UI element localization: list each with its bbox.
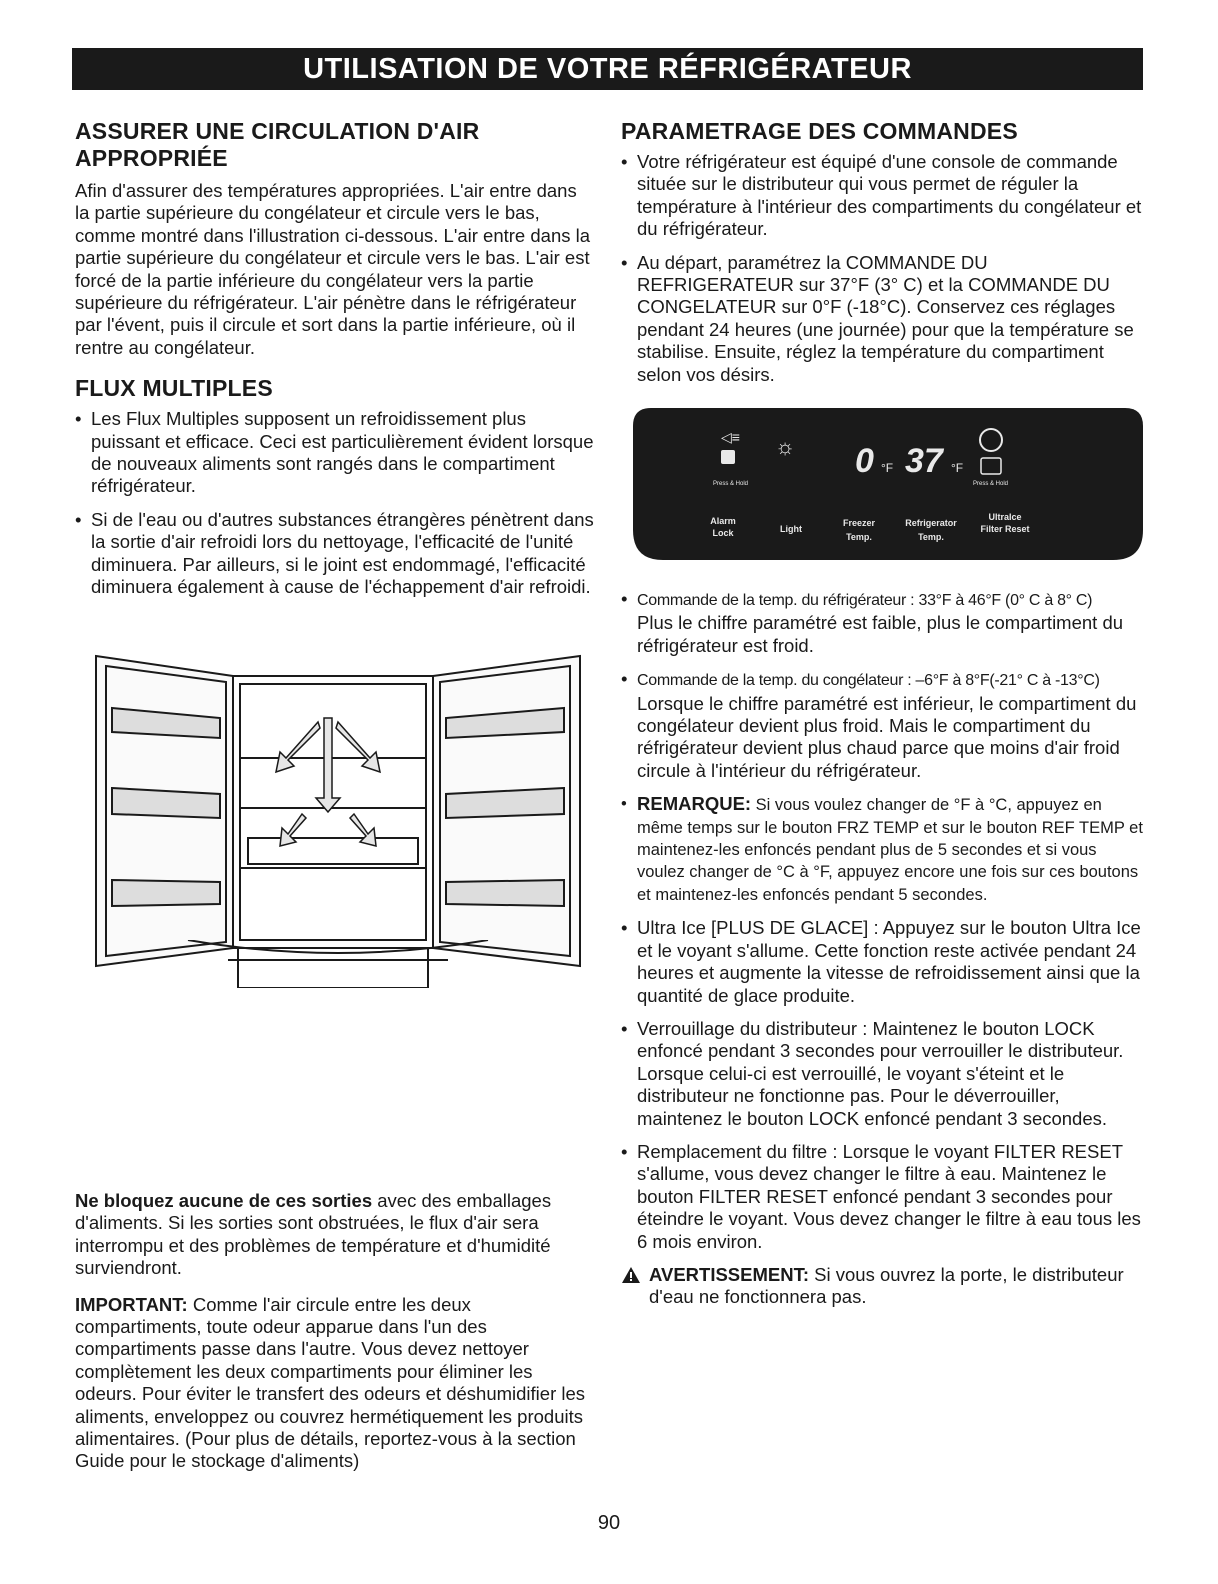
- ultraice-button-label: UltraIce: [988, 512, 1022, 522]
- press-hold-right: Press & Hold: [973, 481, 1009, 487]
- fridge-unit: °F: [951, 461, 964, 475]
- light-button-label: Light: [780, 524, 802, 534]
- freezer-button-label: Freezer: [842, 518, 876, 528]
- refrigerator-temp-button-label: Temp.: [918, 532, 944, 542]
- freezer-temp-button-label: Temp.: [846, 532, 872, 542]
- lock-icon: ◁≡: [721, 429, 740, 445]
- commandes-intro-bullet-1: • Votre réfrigérateur est équipé d'une console de commande située sur le distributeur qui vous permet de réguler la température à l'intérieur des compartiments du congélateur et du réfrigérateur.: [621, 151, 1146, 241]
- press-hold-left: Press & Hold: [713, 481, 749, 487]
- filter-bullet: • Remplacement du filtre : Lorsque le voyant FILTER RESET s'allume, vous devez changer le filtre à eau. Maintenez le bouton FILTER RESET enfoncé pendant 3 secondes pour éteindre le voyant. Vous devez changer le filtre à eau tous les 6 mois environ.: [621, 1141, 1146, 1253]
- alarm-button-label: Alarm: [710, 516, 736, 526]
- important-label: IMPORTANT:: [75, 1293, 188, 1315]
- remarque-text: Si vous voulez changer de °F à °C, appuyez en même temps sur le bouton FRZ TEMP et sur le bouton REF TEMP et maintenez-les enfoncés pendant plus de 5 secondes et si vous voulez changer de °C à °F, appuyez encore une fois sur ces boutons et maintenez-les enfoncés pendant 5 secondes.: [637, 796, 1143, 904]
- freezer-unit: °F: [881, 461, 894, 475]
- important-text: Comme l'air circule entre les deux compartiments, toute odeur apparue dans l'un des compartiments passe dans l'autre. Vous devez nettoyer complètement les deux compartiments pour éliminer les odeurs. Pour éviter le transfert des odeurs et déshumidifier les aliments, enveloppez ou couvrez hermétiquement les produits alimentaires. (Pour plus de détails, reportez-vous à la section Guide pour le stockage d'aliments): [75, 1293, 586, 1472]
- important-paragraph: [75, 1294, 595, 1473]
- padlock-icon: [721, 450, 735, 464]
- warning-icon: [621, 1266, 641, 1284]
- lock-bullet: • Verrouillage du distributeur : Maintenez le bouton LOCK enfoncé pendant 3 secondes pour verrouiller le distributeur. Lorsque celui-ci est verrouillé, le voyant s'éteint et le distributeur ne fonctionne pas. Pour le déverrouiller, maintenez le bouton LOCK enfoncé pendant 3 secondes.: [621, 1018, 1146, 1130]
- flux-bullet-2: • Si de l'eau ou d'autres substances étrangères pénètrent dans la sortie d'air refroidi lors du nettoyage, l'efficacité de l'unité diminuera. Par ailleurs, si le joint est endommagé, l'efficacité diminuera également à cause de l'échappement d'air refroidi.: [75, 509, 595, 599]
- left-bottom-text: [75, 1190, 595, 1473]
- fridge-range-lead: Commande de la temp. du réfrigérateur : 33°F à 46°F (0° C à 8° C): [637, 592, 1093, 609]
- section-title-commandes: PARAMETRAGE DES COMMANDES: [621, 118, 1018, 144]
- page-number: 90: [597, 1512, 621, 1534]
- page-banner-title: UTILISATION DE VOTRE RÉFRIGÉRATEUR: [72, 48, 1143, 90]
- avertissement-text: Si vous ouvrez la porte, le distributeur d'eau ne fonctionnera pas.: [649, 1263, 1124, 1308]
- remarque-label: REMARQUE:: [637, 793, 752, 815]
- light-icon: ☼: [775, 434, 796, 459]
- control-panel-illustration: [633, 408, 1143, 560]
- lock-button-label: Lock: [712, 528, 734, 538]
- freezer-range-lead: Commande de la temp. du congélateur : –6°F à 8°F(-21° C à -13°C): [637, 672, 1100, 690]
- flux-bullet-1: • Les Flux Multiples supposent un refroidissement plus puissant et efficace. Ceci est particulièrement évident lorsque de nouveaux aliments sont rangés dans le compartiment réfrigérateur.: [75, 408, 595, 498]
- fridge-range-text: Plus le chiffre paramétré est faible, plus le compartiment du réfrigérateur est froid.: [637, 612, 1124, 656]
- fridge-temp-display: 37: [905, 442, 943, 480]
- right-column: [621, 118, 1146, 397]
- block-warning-paragraph: [75, 1190, 595, 1280]
- section-title-flux: FLUX MULTIPLES: [75, 375, 273, 402]
- freezer-range-text: Lorsque le chiffre paramétré est inférieur, le compartiment du congélateur devient plus froid. Mais le compartiment du réfrigérateur devient plus chaud parce que moins d'air froid circule à l'intérieur du réfrigérateur.: [637, 692, 1137, 781]
- block-warning-text: avec des emballages d'aliments. Si les sorties sont obstruées, le flux d'air sera interrompu et des problèmes de température et d'humidité surviendront.: [75, 1190, 552, 1279]
- refrigerator-airflow-illustration: [88, 648, 588, 988]
- filter-reset-button-label: Filter Reset: [980, 524, 1030, 534]
- block-warning-bold: Ne bloquez aucune de ces sorties: [75, 1190, 373, 1211]
- freezer-range-bullet: [621, 668, 1146, 782]
- fridge-range-bullet: [621, 588, 1146, 657]
- section-title-air: ASSURER UNE CIRCULATION D'AIR APPROPRIÉE: [75, 118, 480, 171]
- freezer-temp-display: 0: [855, 442, 874, 480]
- right-bullets: [621, 588, 1146, 1309]
- refrigerator-button-label: Refrigerator: [905, 518, 957, 528]
- air-paragraph: Afin d'assurer des températures appropriées. L'air entre dans la partie supérieure du congélateur et circule vers le bas, comme montré dans l'illustration ci-dessous. L'air entre dans la partie supérieure du congélateur et circule vers le bas. L'air est forcé de la partie inférieure du congélateur vers la partie supérieure du réfrigérateur. L'air pénètre dans le réfrigérateur par l'évent, puis il circule et sort dans la partie inférieure, où il rentre au congélateur.: [75, 180, 591, 358]
- left-column: [75, 118, 595, 610]
- ultra-ice-bullet: • Ultra Ice [PLUS DE GLACE] : Appuyez sur le bouton Ultra Ice et le voyant s'allume. Cette fonction reste activée pendant 24 heures et augmente la vitesse de refroidissement ainsi que la quantité de glace produite.: [621, 917, 1146, 1007]
- freezer-drawer-illustration: [88, 940, 588, 980]
- remarque-bullet: [621, 793, 1146, 906]
- commandes-intro-bullet-2: • Au départ, paramétrez la COMMANDE DU REFRIGERATEUR sur 37°F (3° C) et la COMMANDE DU CONGELATEUR sur 0°F (-18°C). Conservez ces réglages pendant 24 heures (une journée) pour que la température se stabilise. Ensuite, réglez la température du compartiment selon vos désirs.: [621, 252, 1146, 386]
- avertissement-label: AVERTISSEMENT:: [649, 1263, 810, 1285]
- avertissement-paragraph: [621, 1264, 1146, 1309]
